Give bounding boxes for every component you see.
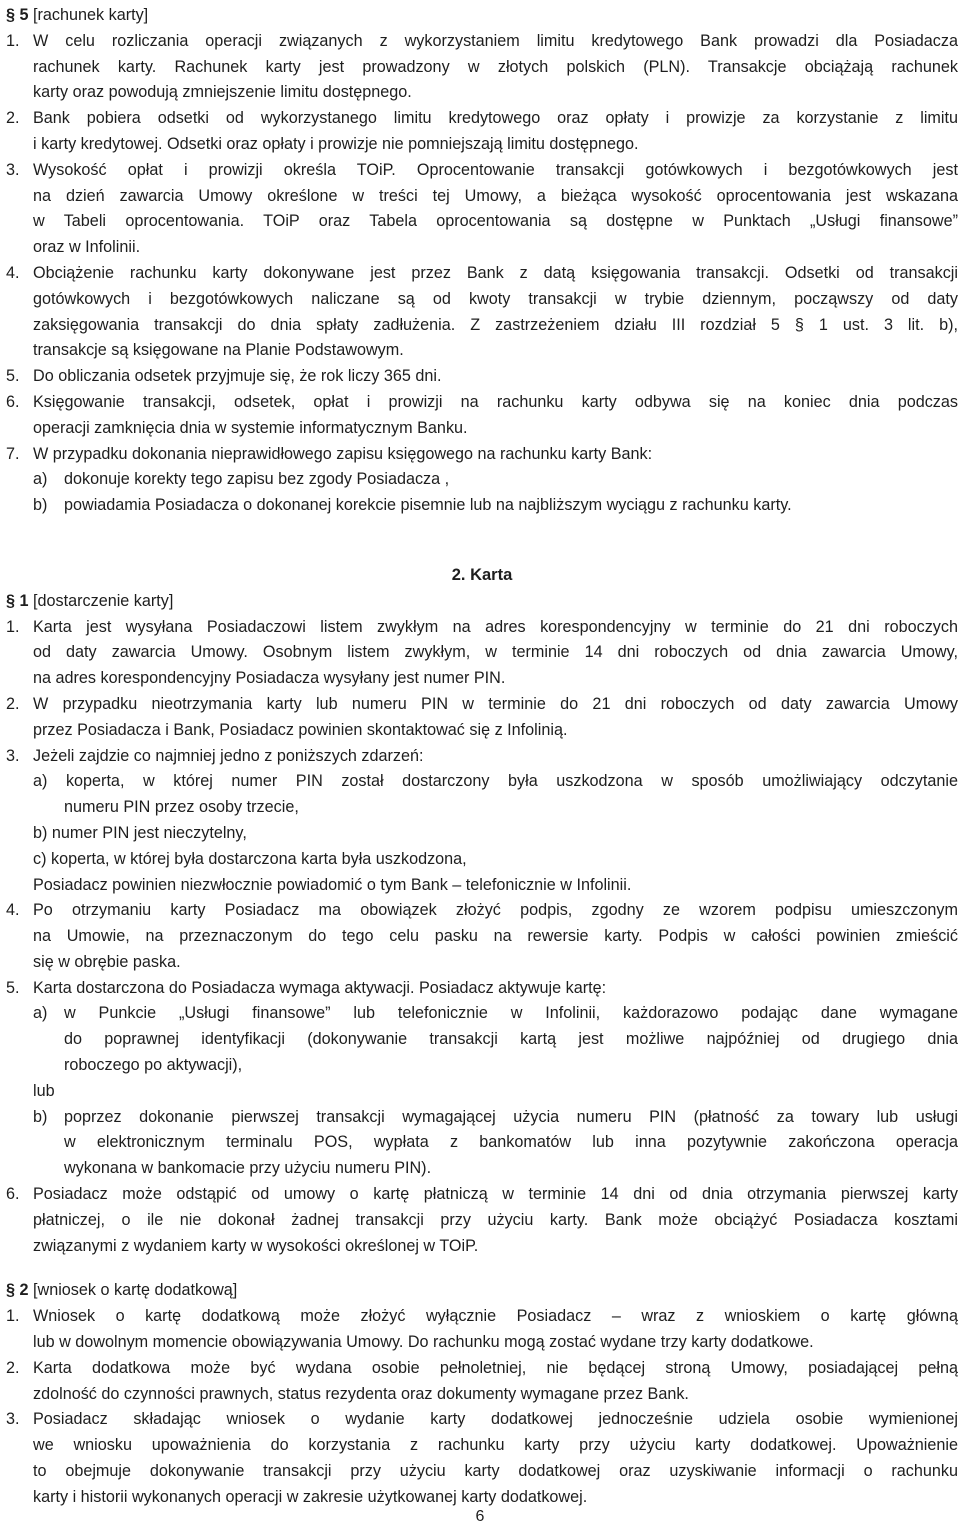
list-item <box>6 692 958 744</box>
text-line: od daty zawarcia Umowy. Osobnym listem zwykłym, w terminie 14 dni roboczych od dnia zawarcia Umowy, <box>33 643 958 662</box>
section-heading-rachunek-karty <box>6 3 958 29</box>
list-item <box>6 898 958 975</box>
text-line: Po otrzymaniu karty Posiadacz ma obowiązek złożyć podpis, zgodny ze wzorem podpisu umieszczonym <box>33 901 958 920</box>
section-title: [rachunek karty] <box>28 6 149 24</box>
item-number: 2. <box>6 1358 20 1377</box>
text-line: oraz w Infolinii. <box>33 238 141 257</box>
text-line: i karty kredytowej. Odsetki oraz opłaty i prowizje nie pomniejszają limitu dostępnego. <box>33 134 639 153</box>
section-items <box>6 29 958 519</box>
list-item <box>6 1182 958 1259</box>
section-symbol: § 5 <box>6 6 29 24</box>
section-title: [wniosek o kartę dodatkową] <box>28 1281 238 1300</box>
sub-item <box>33 1001 958 1078</box>
text-line: wykonana w bankomacie przy użyciu numeru PIN). <box>64 1159 432 1178</box>
item-number: 3. <box>6 160 20 179</box>
item-number: 6. <box>6 1185 20 1204</box>
text-line: transakcje są księgowane na Planie Podstawowym. <box>33 341 404 360</box>
section-symbol: § 1 <box>6 591 29 610</box>
text-line: operacji zamknięcia dnia w systemie informatycznym Banku. <box>33 418 468 437</box>
list-item <box>6 364 958 390</box>
item-number: 3. <box>6 1410 20 1429</box>
text-line: rachunek karty. Rachunek karty jest prowadzony w złotych polskich (PLN). Transakcje obciążają rachunek <box>33 57 958 76</box>
item-number: 7. <box>6 444 20 463</box>
text-line: karty i historii wykonanych operacji w zakresie użytkowanej karty dodatkowej. <box>33 1487 588 1506</box>
text-line: związanymi z wydaniem karty w wysokości określonej w TOiP. <box>33 1236 479 1255</box>
list-item <box>6 390 958 442</box>
list-item <box>6 106 958 158</box>
text-line: Karta dodatkowa może być wydana osobie pełnoletniej, nie będącej stroną Umowy, posiadającej pełną <box>33 1358 958 1377</box>
text-line: w Punkcie „Usługi finansowe” lub telefonicznie w Infolinii, każdorazowo podając dane wymagane <box>64 1004 958 1023</box>
list-item <box>6 1304 958 1356</box>
item-number: 5. <box>6 367 20 386</box>
chapter-title: 2. Karta <box>451 565 513 584</box>
text-line: przez Posiadacza i Bank, Posiadacz powinien skontaktować się z Infolinią. <box>33 720 568 739</box>
text-line: a) koperta, w której numer PIN został dostarczony była uszkodzona w sposób umożliwiający odczytanie <box>33 772 958 791</box>
text-line: W celu rozliczania operacji związanych z wykorzystaniem limitu kredytowego Bank prowadzi dla Posiadacza <box>33 31 958 50</box>
sub-item <box>33 467 958 493</box>
section-heading-wniosek-o-karte-dodatkowa <box>6 1278 958 1304</box>
text-line: Do obliczania odsetek przyjmuje się, że rok liczy 365 dni. <box>33 367 442 386</box>
text-line: się w obrębie paska. <box>33 952 181 971</box>
text-line: lub <box>33 1081 55 1100</box>
list-item <box>6 1356 958 1408</box>
text-line: poprzez dokonanie pierwszej transakcji wymagającej użycia numeru PIN (płatność za towary lub usługi <box>64 1107 958 1126</box>
sub-item-label: a) <box>33 1004 48 1023</box>
text-line: Karta jest wysyłana Posiadaczowi listem zwykłym na adres korespondencyjny w terminie do 21 dni roboczych <box>33 617 958 636</box>
item-number: 4. <box>6 901 20 920</box>
text-line: gotówkowych i bezgotówkowych naliczane są od kwoty transakcji w trybie dziennym, począwszy od daty <box>33 289 958 308</box>
list-item <box>6 29 958 106</box>
text-line: numeru PIN przez osoby trzecie, <box>64 798 299 817</box>
text-line: W przypadku nieotrzymania karty lub numeru PIN w terminie do 21 dni roboczych od daty zawarcia Umowy <box>33 694 958 713</box>
text-line: Posiadacz powinien niezwłocznie powiadomić o tym Bank – telefonicznie w Infolinii. <box>33 875 632 894</box>
text-line: powiadamia Posiadacza o dokonanej korekcie pisemnie lub na najbliższym wyciągu z rachunku karty. <box>64 496 792 515</box>
item-number: 2. <box>6 694 20 713</box>
list-item <box>6 261 958 364</box>
text-line: lub w dowolnym momencie obowiązywania Umowy. Do rachunku mogą zostać wydane trzy karty dodatkowe. <box>33 1333 814 1352</box>
text-line: roboczego po aktywacji), <box>64 1056 243 1075</box>
section-items <box>6 1304 958 1510</box>
text-line: karty oraz powodują zmniejszenie limitu dostępnego. <box>33 83 412 102</box>
sub-item-label: a) <box>33 470 48 489</box>
item-number: 6. <box>6 392 20 411</box>
item-number: 1. <box>6 617 20 636</box>
item-number: 1. <box>6 31 20 50</box>
list-item <box>6 158 958 261</box>
item-number: 1. <box>6 1307 20 1326</box>
text-line: c) koperta, w której była dostarczona karta była uszkodzona, <box>33 849 467 868</box>
list-item <box>6 1407 958 1510</box>
section-symbol: § 2 <box>6 1281 29 1300</box>
text-line: w Tabeli oprocentowania. TOiP oraz Tabela oprocentowania są dostępne w Punktach „Usługi finansowe” <box>33 212 958 231</box>
list-item <box>6 442 958 519</box>
text-line: b) numer PIN jest nieczytelny, <box>33 823 247 842</box>
text-line: zdolność do czynności prawnych, status rezydenta oraz dokumenty wymagane przez Bank. <box>33 1384 689 1403</box>
text-line: Posiadacz składając wniosek o wydanie karty dodatkowej jednocześnie udziela osobie wymienionej <box>33 1410 958 1429</box>
sub-item <box>33 493 958 519</box>
text-line: w elektronicznym terminalu POS, wypłata z bankomatów lub inna pozytywnie zakończona operacja <box>64 1133 958 1152</box>
text-line: Karta dostarczona do Posiadacza wymaga aktywacji. Posiadacz aktywuje kartę: <box>33 978 607 997</box>
text-line: W przypadku dokonania nieprawidłowego zapisu księgowego na rachunku karty Bank: <box>33 444 653 463</box>
text-line: Jeżeli zajdzie co najmniej jedno z poniższych zdarzeń: <box>33 746 424 765</box>
text-line: Posiadacz może odstąpić od umowy o kartę płatniczą w terminie 14 dni od dnia otrzymania pierwszej karty <box>33 1185 958 1204</box>
text-line: na adres korespondencyjny Posiadacza wysyłany jest numer PIN. <box>33 669 506 688</box>
item-number: 2. <box>6 109 20 128</box>
item-number: 4. <box>6 263 20 282</box>
sub-item-label: b) <box>33 496 48 515</box>
document-page <box>6 3 958 1511</box>
text-line: na Umowie, na przeznaczonym do tego celu pasku na rewersie karty. Podpis w całości powinien zmieścić <box>33 927 958 946</box>
text-line: Księgowanie transakcji, odsetek, opłat i prowizji na rachunku karty odbywa się na koniec dnia podczas <box>33 392 958 411</box>
text-line: do poprawnej identyfikacji (dokonywanie transakcji kartą jest możliwe najpóźniej od drugiego dnia <box>64 1030 958 1049</box>
item-number: 5. <box>6 978 20 997</box>
text-line: płatniczej, o ile nie dokonał żadnej transakcji przy użyciu karty. Bank może obciążyć Posiadacza kosztami <box>33 1210 958 1229</box>
text-line: na dzień zawarcia Umowy określone w treści tej Umowy, a bieżąca wysokość oprocentowania jest wskazana <box>33 186 958 205</box>
section-title: [dostarczenie karty] <box>28 591 174 610</box>
section-heading-dostarczenie-karty <box>6 589 958 615</box>
text-line: Bank pobiera odsetki od wykorzystanego limitu kredytowego oraz opłaty i prowizje za korzystanie z limitu <box>33 109 958 128</box>
text-line: Obciążenie rachunku karty dokonywane jest przez Bank z datą księgowania transakcji. Odsetki od transakcji <box>33 263 958 282</box>
sub-item <box>33 1105 958 1182</box>
text-line: Wniosek o kartę dodatkową może złożyć wyłącznie Posiadacz – wraz z wnioskiem o kartę główną <box>33 1307 958 1326</box>
sub-item-label: b) <box>33 1107 48 1126</box>
text-line: dokonuje korekty tego zapisu bez zgody Posiadacza , <box>64 470 450 489</box>
text-line: to obejmuje dokonywanie transakcji przy użyciu karty dodatkowej oraz uzyskiwanie informacji o rachunku <box>33 1462 958 1481</box>
page-number: 6 <box>475 1508 485 1525</box>
list-item <box>6 976 958 1182</box>
list-item <box>6 744 958 899</box>
text-line: Wysokość opłat i prowizji określa TOiP. Oprocentowanie transakcji gotówkowych i bezgotówkowych jest <box>33 160 958 179</box>
text-line: we wniosku upoważnienia do korzystania z rachunku karty przy użyciu karty dodatkowej. Upoważnienie <box>33 1436 958 1455</box>
text-line: zaksięgowania transakcji do dnia spłaty zadłużenia. Z zastrzeżeniem działu III rozdział 5 § 1 ust. 3 lit. b), <box>33 315 958 334</box>
item-number: 3. <box>6 746 20 765</box>
list-item <box>6 615 958 692</box>
